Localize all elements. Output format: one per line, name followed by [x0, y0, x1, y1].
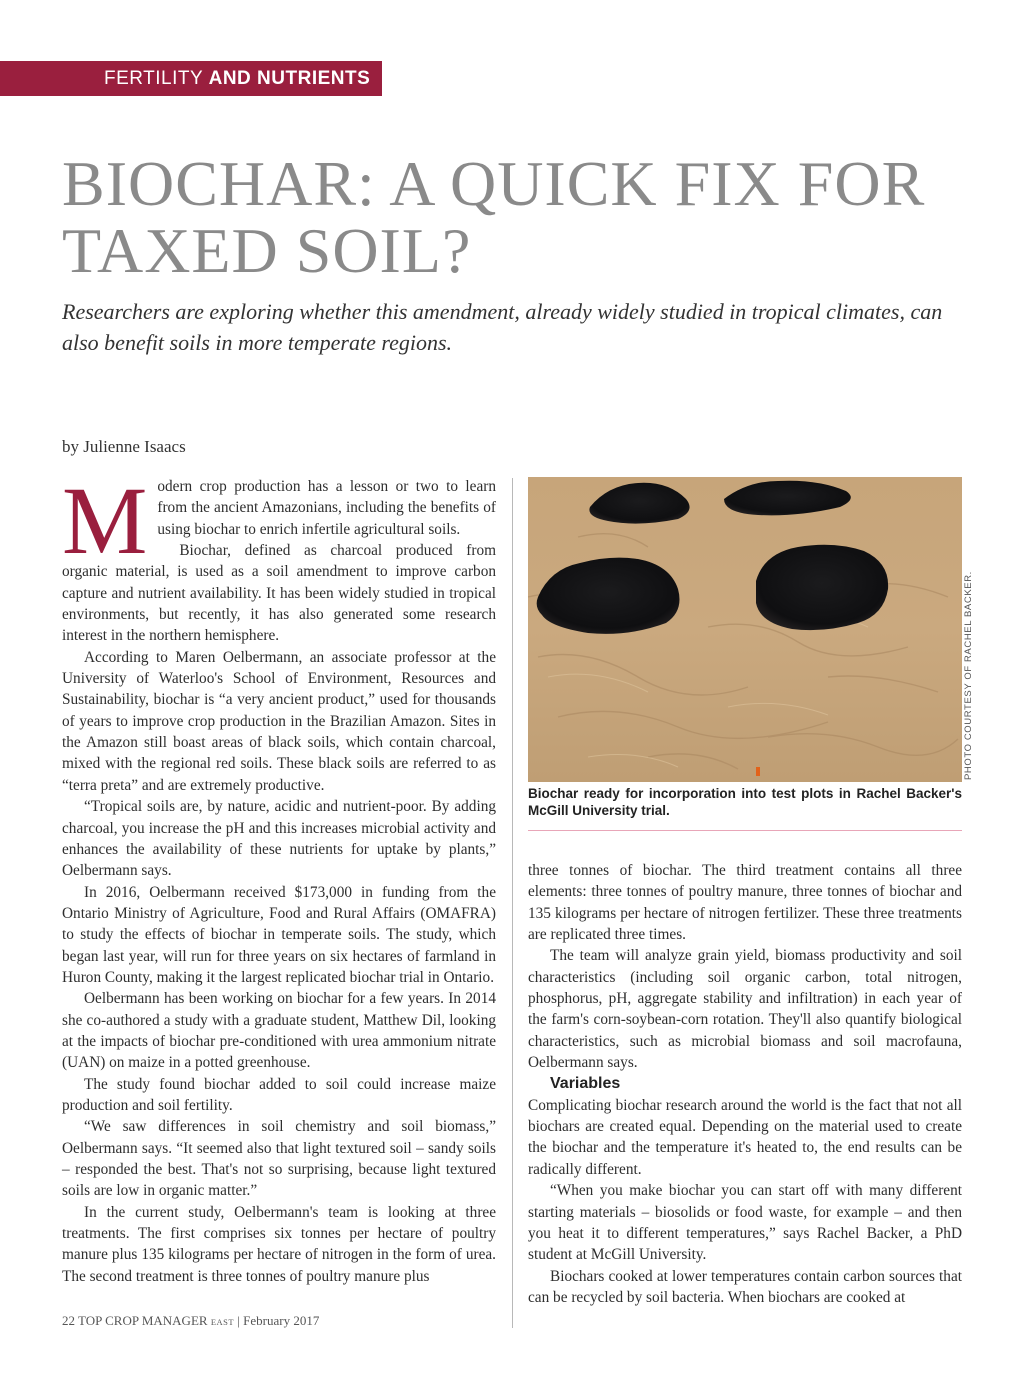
article-title: BIOCHAR: A QUICK FIX FOR TAXED SOIL? [62, 148, 926, 286]
body-paragraph: Biochars cooked at lower temperatures contain carbon sources that can be recycled by soil bacteria. When biochars are cooked at [528, 1267, 962, 1306]
orange-flag-marker [756, 767, 760, 776]
drop-cap: M [62, 467, 148, 574]
subhead-variables: Variables [550, 1075, 621, 1093]
section-prefix: FERTILITY [104, 68, 203, 89]
biochar-pile-bottom-right [756, 545, 888, 630]
caption-divider [528, 830, 962, 831]
page-footer [62, 1313, 319, 1329]
body-paragraph: The study found biochar added to soil could increase maize production and soil fertility. [62, 1075, 496, 1114]
photo-credit: PHOTO COURTESY OF RACHEL BACKER. [963, 571, 974, 780]
lead-text: odern crop production has a lesson or two to learn from the ancient Amazonians, including the benefits of using biochar to enrich infertile agricultural soils. [157, 478, 496, 538]
body-paragraph: According to Maren Oelbermann, an associate professor at the University of Waterloo's School of Environment, Resources and Sustainability, biochar is “a very ancient product,” used for thousands of years to improve crop production in the Brazilian Amazon. Sites in the Amazon still boast areas of black soils, which contain charcoal, mixed with the regional red soils. These black soils are referred to as “terra preta” and are extremely productive. [62, 648, 496, 794]
article-deck: Researchers are exploring whether this amendment, already widely studied in tropical climates, can also benefit soils in more temperate regions. [62, 299, 943, 355]
body-paragraph: Biochar, defined as charcoal produced from organic material, is used as a soil amendment to improve carbon capture and nutrient availability. It has been widely studied in tropical environments, but recently, it has also generated some research interest in the northern hemisphere. [62, 542, 496, 645]
body-paragraph: “When you make biochar you can start off with many different starting materials – biosolids or food waste, for example – and then you heat it to different temperatures,” says Rachel Backer, a PhD student at McGill University. [528, 1182, 962, 1264]
magazine-edition: EAST [210, 1317, 235, 1327]
body-paragraph: The team will analyze grain yield, biomass productivity and soil characteristics (including soil organic carbon, total nitrogen, phosphorus, pH, aggregate stability and infiltration) in each year of the farm's corn-soybean-corn rotation. They'll also quantify biological characteristics, such as microbial biomass and soil macrofauna, Oelbermann says. [528, 947, 962, 1072]
right-column [528, 860, 962, 1308]
biochar-photo [528, 477, 962, 782]
page-number: 22 [62, 1313, 75, 1328]
body-paragraph: three tonnes of biochar. The third treatment contains all three elements: three tonnes of poultry manure, three tonnes of biochar and 135 kilograms per hectare of nitrogen fertilizer. These three treatments are replicated three times. [528, 862, 962, 944]
body-paragraph: “Tropical soils are, by nature, acidic and nutrient-poor. By adding charcoal, you increase the pH and this increases microbial activity and enhances the availability of these nutrients for uptake by plants,” Oelbermann says. [62, 798, 496, 880]
body-paragraph: Complicating biochar research around the world is the fact that not all biochars are created equal. Depending on the material used to create the biochar and the temperature it's heated to, the end results can be radically different. [528, 1096, 962, 1178]
footer-separator: | [237, 1313, 240, 1328]
section-label [0, 61, 382, 96]
left-column [62, 467, 496, 1287]
section-emphasis: AND NUTRIENTS [208, 68, 371, 89]
lead-paragraph [62, 467, 496, 574]
photo-caption: Biochar ready for incorporation into test plots in Rachel Backer's McGill University trial. [528, 786, 962, 818]
byline: by Julienne Isaacs [62, 437, 186, 456]
magazine-name: TOP CROP MANAGER [78, 1313, 208, 1328]
body-paragraph: “We saw differences in soil chemistry and soil biomass,” Oelbermann says. “It seemed also that light textured soil – sandy soils – responded the best. That's not so surprising, because light textured soils are low in organic matter.” [62, 1118, 496, 1200]
issue-date: February 2017 [243, 1313, 320, 1328]
body-paragraph: Oelbermann has been working on biochar for a few years. In 2014 she co-authored a study with a graduate student, Matthew Dil, looking at the impacts of biochar pre-conditioned with urea ammonium nitrate (UAN) on maize in a potted greenhouse. [62, 990, 496, 1072]
body-paragraph: In 2016, Oelbermann received $173,000 in funding from the Ontario Ministry of Agriculture, Food and Rural Affairs (OMAFRA) to study the effects of biochar in temperate soils. The study, which began last year, will run for three years on six hectares of farmland in Huron County, making it the largest replicated biochar trial in Ontario. [62, 883, 496, 986]
body-paragraph: In the current study, Oelbermann's team is looking at three treatments. The first comprises six tonnes per hectare of poultry manure plus 135 kilograms per hectare of nitrogen in the form of urea. The second treatment is three tonnes of poultry manure plus [62, 1203, 496, 1285]
column-divider [512, 478, 513, 1328]
